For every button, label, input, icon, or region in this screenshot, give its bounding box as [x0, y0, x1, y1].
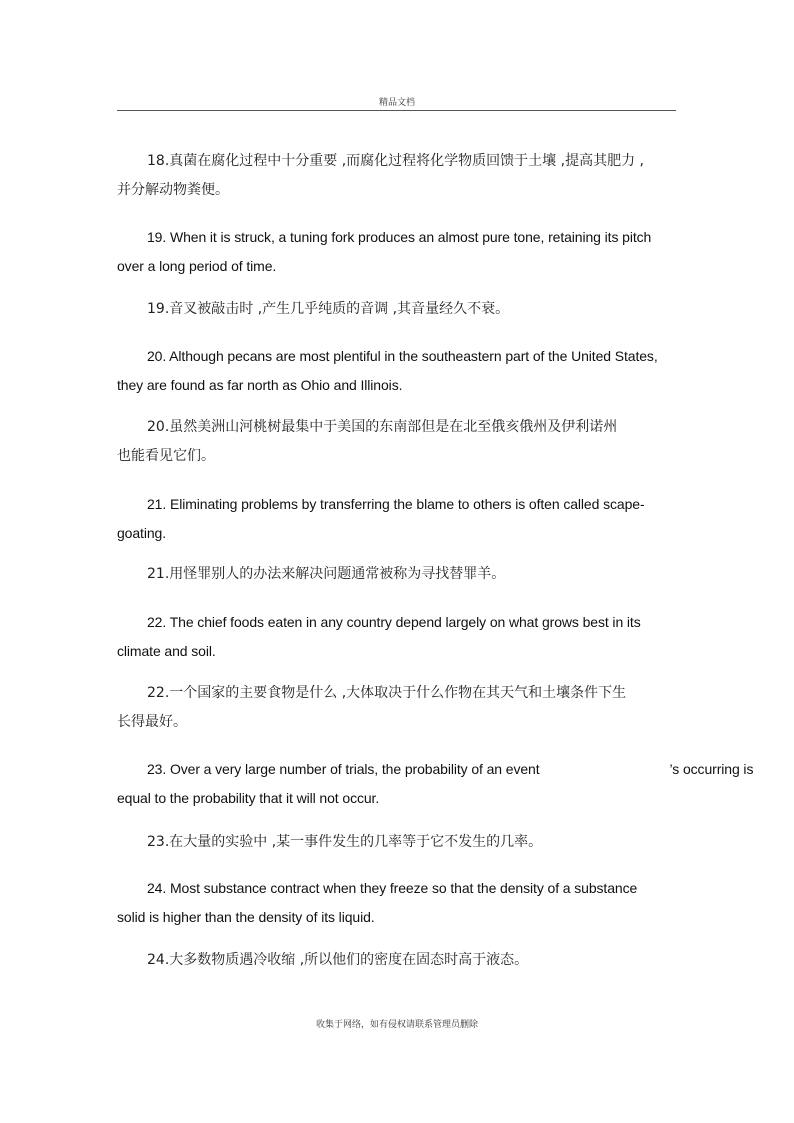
paragraph-24-zh	[117, 946, 794, 975]
paragraph-line: over a long period of time.	[117, 258, 277, 274]
paragraph-line: 18.真菌在腐化过程中十分重要 ,而腐化过程将化学物质回馈于土壤 ,提高其肥力 ,	[147, 153, 644, 169]
paragraph-line: equal to the probability that it will not occur.	[117, 790, 380, 806]
paragraph-line: 长得最好。	[117, 714, 187, 730]
paragraph-23-zh	[117, 828, 794, 857]
paragraph-21-zh	[117, 560, 794, 589]
paragraph-22-en	[117, 608, 794, 666]
header-divider	[117, 110, 676, 111]
paragraph-line: 24.大多数物质遇冷收缩 ,所以他们的密度在固态时高于液态。	[147, 952, 529, 968]
paragraph-line: 21.用怪罪别人的办法来解决问题通常被称为寻找替罪羊。	[147, 566, 506, 582]
page-footer: 收集于网络，如有侵权请联系管理员删除	[315, 1020, 478, 1030]
paragraph-line: 19. When it is struck, a tuning fork produces an almost pure tone, retaining its pitch	[147, 229, 652, 245]
paragraph-segment: ’s occurring is	[669, 761, 754, 777]
paragraph-20-zh	[117, 413, 794, 471]
paragraph-line: 22. The chief foods eaten in any country depend largely on what grows best in its	[147, 614, 641, 630]
paragraph-line: 20.虽然美洲山河桃树最集中于美国的东南部但是在北至俄亥俄州及伊利诺州	[147, 419, 618, 435]
paragraph-line: climate and soil.	[117, 643, 216, 659]
paragraph-line: goating.	[117, 525, 167, 541]
paragraph-19-zh	[117, 295, 794, 324]
paragraph-24-en	[117, 874, 794, 932]
paragraph-line: solid is higher than the density of its liquid.	[117, 909, 375, 925]
paragraph-line: 24. Most substance contract when they freeze so that the density of a substance	[147, 880, 638, 896]
paragraph-segment: 23. Over a very large number of trials, the probability of an event	[147, 761, 540, 777]
paragraph-20-en	[117, 342, 794, 400]
paragraph-line: 20. Although pecans are most plentiful in the southeastern part of the United States,	[147, 348, 658, 364]
page-header: 精品文档	[378, 98, 415, 108]
paragraph-line: 并分解动物粪便。	[117, 182, 229, 198]
paragraph-line: 22.一个国家的主要食物是什么 ,大体取决于什么作物在其天气和土壤条件下生	[147, 685, 627, 701]
paragraph-21-en	[117, 490, 794, 548]
paragraph-line: 21. Eliminating problems by transferring the blame to others is often called scape-	[147, 496, 645, 512]
paragraph-line: 23.在大量的实验中 ,某一事件发生的几率等于它不发生的几率。	[147, 834, 543, 850]
paragraph-line: they are found as far north as Ohio and Illinois.	[117, 377, 403, 393]
paragraph-18-zh	[117, 147, 794, 205]
paragraph-19-en	[117, 223, 794, 281]
paragraph-line: 19.音叉被敲击时 ,产生几乎纯质的音调 ,其音量经久不衰。	[147, 301, 510, 317]
paragraph-line: 也能看见它们。	[117, 448, 215, 464]
paragraph-22-zh	[117, 679, 794, 737]
paragraph-23-en	[117, 755, 794, 813]
paragraph-line	[117, 755, 794, 784]
